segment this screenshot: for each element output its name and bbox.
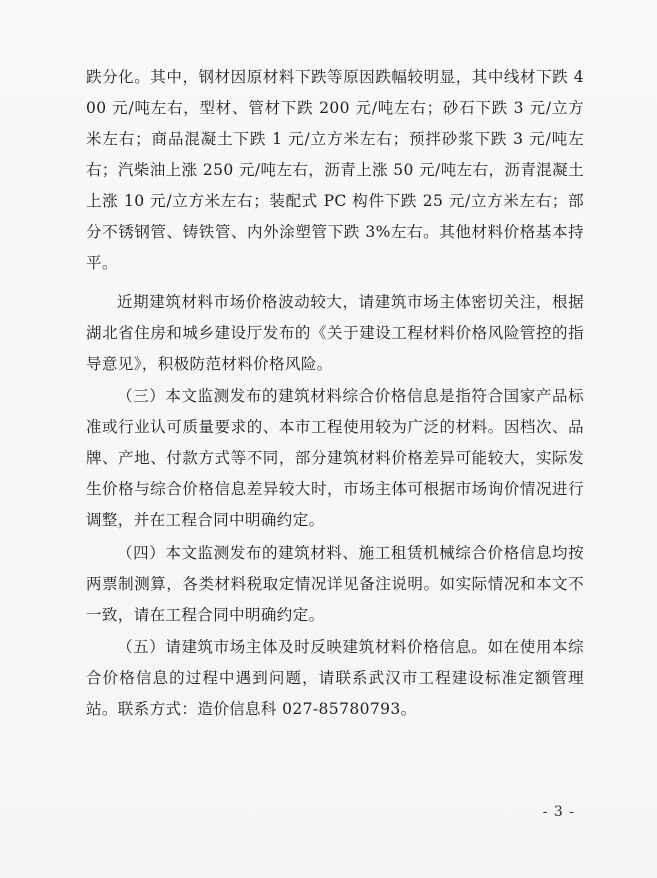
paragraph-item-four: （四）本文监测发布的建筑材料、施工租赁机械综合价格信息均按两票制测算，各类材料税取定情况详见备注说明。如实际情况和本文不一致，请在工程合同中明确约定。 — [86, 544, 584, 624]
paragraph-item-three: （三）本文监测发布的建筑材料综合价格信息是指符合国家产品标准或行业认可质量要求的、本市工程使用较为广泛的材料。因档次、品牌、产地、付款方式等不同，部分建筑材料价格差异可能较大，实际发生价格与综合价格信息差异较大时，市场主体可根据市场询价情况进行调整，并在工程合同中明确约定。 — [86, 387, 584, 529]
paragraph-risk-notice: 近期建筑材料市场价格波动较大，请建筑市场主体密切关注，根据湖北省住房和城乡建设厅发布的《关于建设工程材料价格风险管控的指导意见》，积极防范材料价格风险。 — [86, 293, 584, 373]
paragraph-price-changes: 跌分化。其中，钢材因原材料下跌等原因跌幅较明显，其中线材下跌 400 元/吨左右，型材、管材下跌 200 元/吨左右；砂石下跌 3 元/立方米左右；商品混凝土下跌 1 元/立方米左右；预拌砂浆下跌 3 元/吨左右；汽柴油上涨 250 元/吨左右，沥青上涨 50 元/吨左右，沥青混凝土上涨 10 元/立方米左右；装配式 PC 构件下跌 25 元/立方米左右；部分不锈钢管、铸铁管、内外涂塑管下跌 3%左右。其他材料价格基本持平。 — [86, 68, 584, 272]
paragraph-item-five: （五）请建筑市场主体及时反映建筑材料价格信息。如在使用本综合价格信息的过程中遇到问题，请联系武汉市工程建设标准定额管理站。联系方式：造价信息科 027-85780793。 — [86, 638, 584, 718]
page-number: - 3 - — [542, 804, 575, 820]
